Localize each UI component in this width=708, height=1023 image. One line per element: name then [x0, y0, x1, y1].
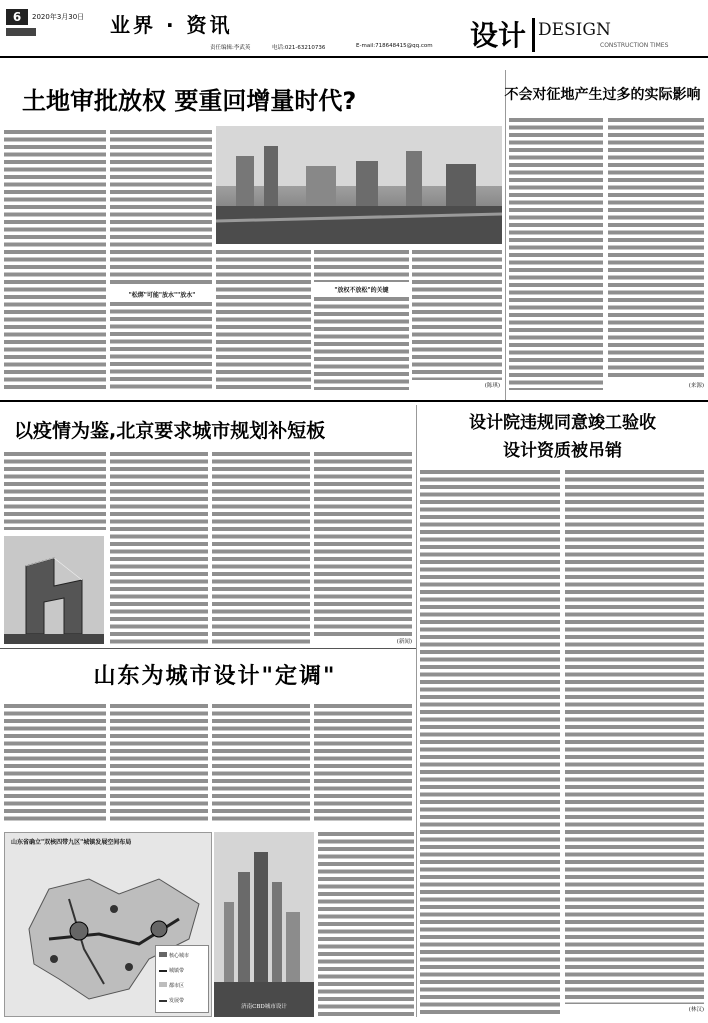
article5-col3: [212, 704, 310, 824]
article4-headline: 设计院违规同意竣工验收: [469, 413, 656, 433]
article1-note: (陈琪): [484, 383, 500, 389]
divider-a3-a4: [416, 405, 417, 1017]
logo-sub: CONSTRUCTION TIMES: [600, 42, 669, 49]
jinan-cbd-render-art: [214, 832, 314, 1017]
article3-col3: [212, 452, 310, 644]
article1-col2b: [110, 302, 212, 390]
legend-item: 都市区: [159, 979, 205, 994]
legend-item: 城镇带: [159, 964, 205, 979]
cctv-tower-illustration: [4, 536, 104, 644]
issue-date: 2020年3月30日: [32, 13, 85, 21]
map-legend: [155, 945, 209, 1013]
header-small-mark: [6, 28, 36, 36]
render-caption: 济南CBD城市设计: [241, 1004, 287, 1010]
article2-headline: 不会对征地产生过多的实际影响: [504, 87, 701, 103]
article3-col2: [110, 452, 208, 644]
article1-headline: 土地审批放权 要重回增量时代?: [22, 87, 357, 115]
article1-col1: [4, 130, 106, 390]
article1-col5: [412, 250, 502, 380]
article4-col1: [420, 470, 560, 1015]
article4-col2: [565, 470, 704, 1004]
email-line: E-mail:718648415@qq.com: [356, 43, 433, 49]
shandong-map-box: [4, 832, 212, 1017]
rule-top-section: [0, 400, 708, 402]
logo-en: DESIGN: [538, 20, 611, 40]
rule-a3-a5: [0, 648, 416, 649]
article1-photo: [216, 126, 502, 244]
article1-subhead-a: "松绑"可能"放水""放水": [128, 292, 196, 299]
article2-col1: [509, 118, 603, 390]
editor-line: 责任编辑:李武英: [210, 45, 251, 51]
article1-subhead-b: "放权不放松"的关键: [334, 287, 389, 294]
section-title: 业界 · 资讯: [110, 13, 233, 37]
article5-col2: [110, 704, 208, 824]
article1-photo-art: [216, 126, 502, 244]
map-title: 山东省确立"双核四带九区"城镇发展空间布局: [11, 839, 132, 846]
article4-note: (林汉): [688, 1007, 704, 1013]
jinan-cbd-render: [214, 832, 314, 1017]
article5-col4: [314, 704, 412, 824]
article5-col1: [4, 704, 106, 824]
article5-headline: 山东为城市设计"定调": [93, 664, 337, 689]
article3-headline: 以疫情为鉴,北京要求城市规划补短板: [14, 420, 326, 442]
article2-signoff: (来源): [688, 383, 704, 389]
article1-col3: [216, 250, 311, 390]
article3-photo: [4, 536, 104, 644]
article3-col4: [314, 452, 412, 636]
article2-col2: [608, 118, 704, 380]
article1-col2: [110, 130, 212, 285]
article1-col4: [314, 250, 409, 282]
phone-line: 电话:021-63210736: [272, 45, 326, 51]
article5-col5: [318, 832, 414, 1017]
article4-headline-2: 设计资质被吊销: [503, 441, 622, 461]
header-rule: [0, 56, 708, 58]
logo-cn: 设计: [470, 19, 527, 52]
logo-divider: [532, 18, 535, 52]
page-number-box: 6: [6, 9, 28, 25]
article3-col1: [4, 452, 106, 530]
article1-col4b: [314, 297, 409, 390]
divider-a1-a2: [505, 70, 506, 400]
article3-note: (新闻): [396, 639, 412, 645]
legend-item: 发展带: [159, 994, 205, 1009]
legend-item: 核心城市: [159, 949, 205, 964]
